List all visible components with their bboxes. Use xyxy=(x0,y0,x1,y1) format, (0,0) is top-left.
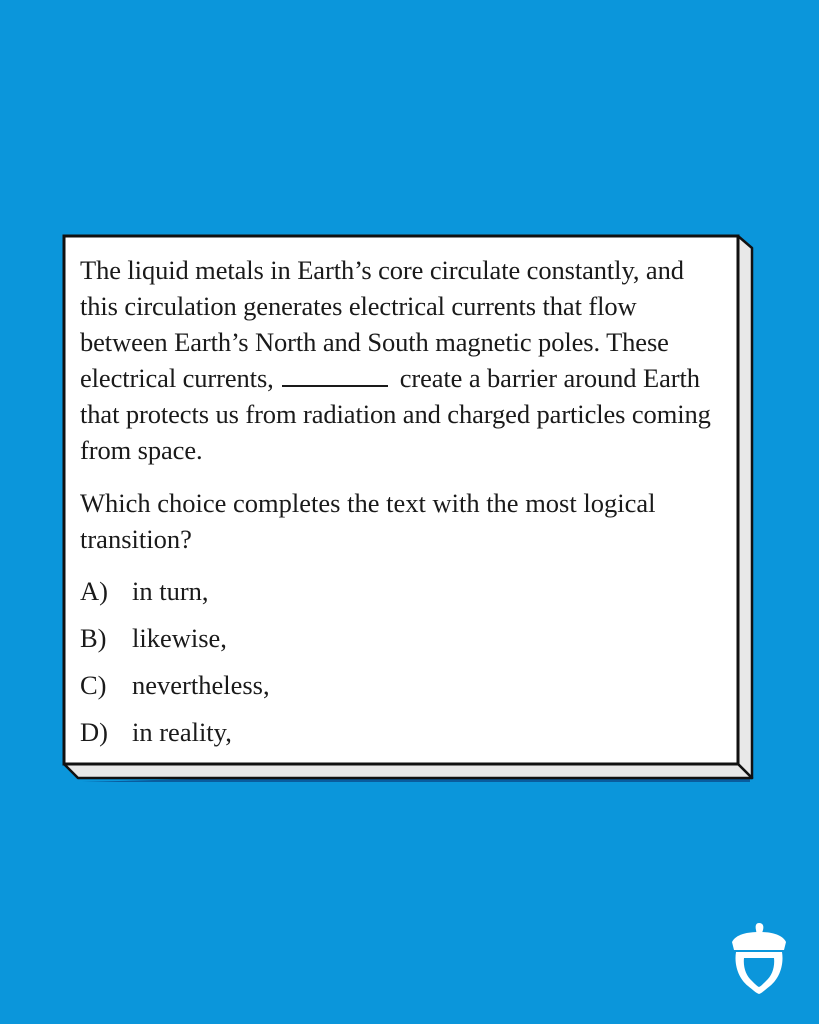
choice-text: likewise, xyxy=(132,623,227,653)
choice-b[interactable] xyxy=(80,620,722,656)
card-content xyxy=(64,236,736,762)
choice-letter: B) xyxy=(80,623,107,653)
choice-letter: C) xyxy=(80,670,107,700)
question-card xyxy=(62,234,752,784)
choice-text: in turn, xyxy=(132,576,209,606)
choice-c[interactable] xyxy=(80,667,722,703)
choice-letter: A) xyxy=(80,576,108,606)
choice-text: in reality, xyxy=(132,717,232,747)
answer-choices xyxy=(80,573,722,750)
passage-text xyxy=(80,252,722,468)
passage-after-blank: create a barrier around Earth that protects us from radiation and charged particles coming from space. xyxy=(80,363,711,465)
passage-blank xyxy=(282,367,388,387)
passage-before-blank: The liquid metals in Earth’s core circulate constantly, and this circulation generates electrical currents that flow between Earth’s North and South magnetic poles. These electrical currents, xyxy=(80,255,684,393)
choice-letter: D) xyxy=(80,717,108,747)
choice-a[interactable] xyxy=(80,573,722,609)
choice-d[interactable] xyxy=(80,714,722,750)
acorn-icon xyxy=(726,920,792,996)
choice-text: nevertheless, xyxy=(132,670,270,700)
question-prompt: Which choice completes the text with the most logical transition? xyxy=(80,488,656,554)
